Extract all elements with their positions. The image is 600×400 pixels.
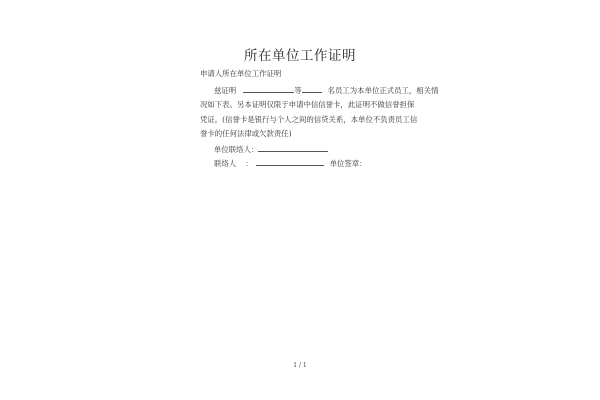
unit-contact-row [214,143,328,155]
contact-colon: ： [245,159,253,168]
body-line-2: 况如下表。另本证明仅限于申请中信信誉卡，此证明不做信誉担保 [200,100,415,109]
seal-label: 单位签章： [329,159,367,168]
body-line-1 [214,84,438,96]
unit-contact-label: 单位联络人： [214,145,259,154]
body-line-4: 誉卡的任何法律或欠款责任) [200,129,292,138]
certify-label: 兹证明 [214,86,237,95]
contact-label: 联络人 [214,159,237,168]
employee-count-blank [302,84,322,93]
unit-contact-blank [258,143,328,152]
contact-row [214,157,367,169]
employee-name-blank [243,84,294,93]
body-line-3: 凭证。(信誉卡是银行与个人之间的信贷关系，本单位不负责员工信 [200,115,418,124]
contact-blank [256,157,324,166]
body-line-1-end: 名员工为本单位正式员工，相关情 [327,86,439,95]
etc-label: 等 [294,86,302,95]
applicant-heading: 申请人所在单位工作证明 [200,69,282,78]
document-title: 所在单位工作证明 [244,48,356,64]
page-number: 1 / 1 [293,362,307,369]
